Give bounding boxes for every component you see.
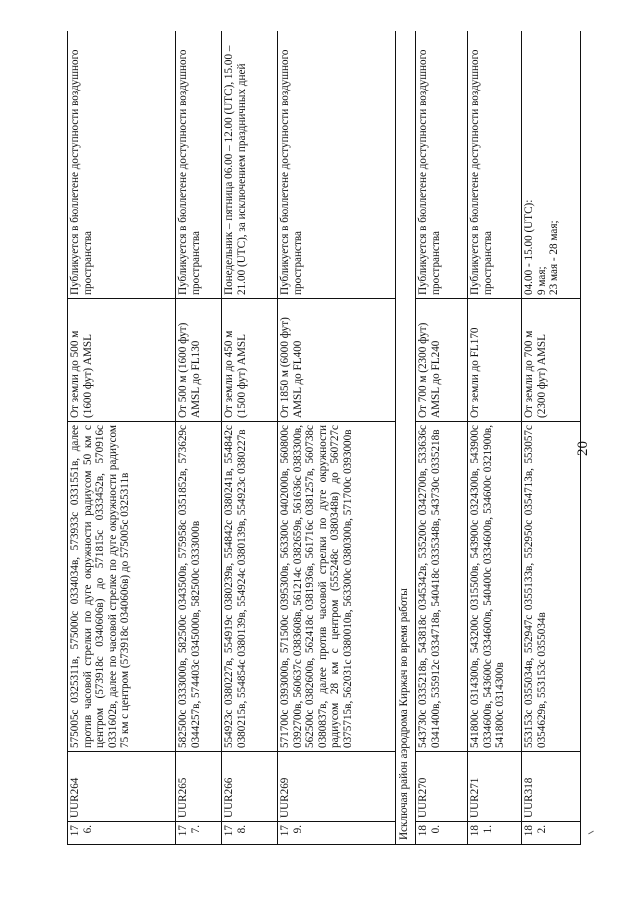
- table-row: [416, 31, 468, 845]
- zone-coordinates: 571700с 0393000в, 571500с 0395300в, 563300с 0402000в, 560800с 0392700в, 560637с 0383608в, 561214с 0382659в, 561636с 0383300в, 562500с 0382600в, 562418с 0381936в, 561716с 0381257в, 560738с 0380837в, далее против часовой стрелки по дуге окружности радиусом 28 км с центром (555248с 0380348в) до 560727с 0375715в, 562031с 0380010в, 563300с 0380300в, 571700с 0393000в: [278, 422, 396, 752]
- zone-vertical-limits: От 500 м (1600 фут) AMSL до FL130: [176, 299, 222, 422]
- zone-vertical-limits: От земли до 700 м (2300 фут) AMSL: [522, 299, 581, 422]
- zone-vertical-limits: От 700 м (2300 фут) AMSL до FL240: [416, 299, 468, 422]
- zone-activity-time: Понедельник – пятница 06.00 – 12.00 (UTC), 15.00 – 21.00 (UTC), за исключением праздничных дней: [222, 31, 278, 299]
- zone-code: UUR269: [278, 752, 396, 822]
- restricted-zones-table: [67, 31, 581, 845]
- section-note: Исключая район аэродрома Киржач во время работы: [396, 31, 416, 845]
- table-row: [222, 31, 278, 845]
- zone-activity-time: Публикуется в бюллетене доступности воздушного пространства: [278, 31, 396, 299]
- row-number: 182.: [522, 822, 581, 845]
- row-number: 176.: [68, 822, 176, 845]
- scan-mark: [588, 831, 594, 835]
- table-row: [176, 31, 222, 845]
- zone-activity-time: Публикуется в бюллетене доступности воздушного пространства: [176, 31, 222, 299]
- zone-code: UUR265: [176, 752, 222, 822]
- section-row: [396, 31, 416, 845]
- zone-activity-time: 04.00 - 15.00 (UTC): 9 мая; 23 мая - 28 мая;: [522, 31, 581, 299]
- zone-code: UUR318: [522, 752, 581, 822]
- landscape-page: [67, 31, 581, 845]
- zone-activity-time: Публикуется в бюллетене доступности воздушного пространства: [68, 31, 176, 299]
- row-number: 180.: [416, 822, 468, 845]
- zone-code: UUR266: [222, 752, 278, 822]
- rotated-table-region: [67, 31, 581, 845]
- row-number: 181.: [468, 822, 522, 845]
- table-row: [278, 31, 396, 845]
- zone-coordinates: 543730с 0335218в, 543818с 0345342в, 535200с 0342700в, 533636с 0341400в, 535912с 0334718в, 540418с 0335348в, 543730с 0335218в: [416, 422, 468, 752]
- zone-code: UUR270: [416, 752, 468, 822]
- table-row: [468, 31, 522, 845]
- row-number: 179.: [278, 822, 396, 845]
- zone-vertical-limits: От земли до FL170: [468, 299, 522, 422]
- zone-coordinates: 541800с 0314300в, 543200с 0315500в, 543900с 0324300в, 543900с 0334600в, 543600с 0334600в, 540400с 0334600в, 534600с 0321900в, 541800с 0314300в: [468, 422, 522, 752]
- page-number: 20: [575, 441, 591, 456]
- row-number: 178.: [222, 822, 278, 845]
- zone-vertical-limits: От земли до 500 м (1600 фут) AMSL: [68, 299, 176, 422]
- table-row: [522, 31, 581, 845]
- zone-code: UUR271: [468, 752, 522, 822]
- zone-coordinates: 554923с 0380227в, 554919с 0380239в, 554842с 0380241в, 554842с 0380215в, 554854с 0380139в, 554924с 0380139в, 554923с 0380227в: [222, 422, 278, 752]
- zone-activity-time: Публикуется в бюллетене доступности воздушного пространства: [468, 31, 522, 299]
- zone-coordinates: 575005с 0325311в, 575000с 0334034в, 573933с 0331551в, далее против часовой стрелки по дуге окружности радиусом 50 км с центром (573918с 0340606в) до 571815с 0333452в, 570916с 0331602в, далее по часовой стрелке по дуге окружности радиусом 75 км с центром (573918с 0340606в) до 575005с 0325311в: [68, 422, 176, 752]
- table-row: [68, 31, 176, 845]
- zone-coordinates: 582500с 0333000в, 582500с 0343500в, 575958с 0351852в, 573629с 0344257в, 574403с 0345000в, 582500с 0333000в: [176, 422, 222, 752]
- zone-code: UUR264: [68, 752, 176, 822]
- zone-vertical-limits: От земли до 450 м (1500 фут) AMSL: [222, 299, 278, 422]
- zone-coordinates: 553153с 0355034в, 552947с 0355133в, 552950с 0354713в, 553057с 0354629в, 553153с 0355034в: [522, 422, 581, 752]
- row-number: 177.: [176, 822, 222, 845]
- zone-activity-time: Публикуется в бюллетене доступности воздушного пространства: [416, 31, 468, 299]
- zone-vertical-limits: От 1850 м (6000 фут) AMSL до FL400: [278, 299, 396, 422]
